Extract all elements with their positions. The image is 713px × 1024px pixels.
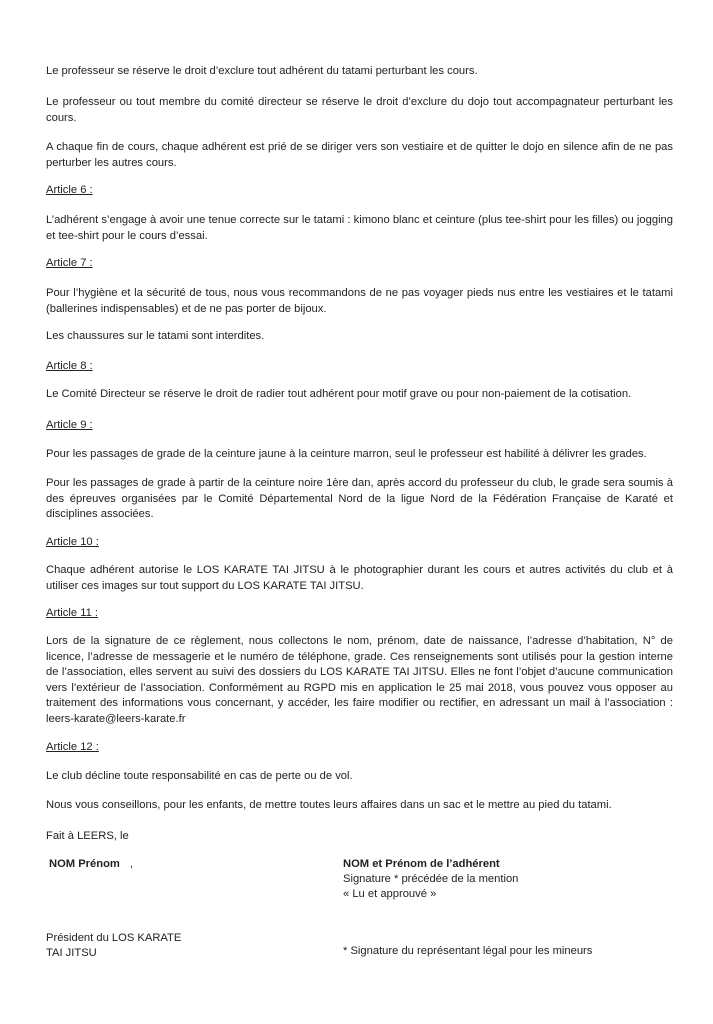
paragraph-conseil-affaires: Nous vous conseillons, pour les enfants, de mettre toutes leurs affaires dans un sac et le mettre au pied du tatami. [46, 799, 612, 811]
signature-lu-approuve: « Lu et approuvé » [343, 888, 437, 900]
president-title-line2: TAI JITSU [46, 947, 97, 959]
signature-mention-line: Signature * précédée de la mention [343, 873, 519, 885]
paragraph-fin-de-cours: A chaque fin de cours, chaque adhérent est prié de se diriger vers son vestiaire et de quitter le dojo en silence afin de ne pas perturber les autres cours. [46, 141, 673, 169]
heading-article-8: Article 8 : [46, 360, 93, 372]
paragraph-exclusion-adherent: Le professeur se réserve le droit d’exclure tout adhérent du tatami perturbant les cours. [46, 65, 478, 77]
paragraph-tenue: L’adhérent s’engage à avoir une tenue correcte sur le tatami : kimono blanc et ceinture (plus tee-shirt pour les filles) ou jogging et tee-shirt pour le cours d’essai. [46, 214, 673, 242]
heading-article-11: Article 11 : [46, 607, 99, 619]
paragraph-grades-professeur: Pour les passages de grade de la ceinture jaune à la ceinture marron, seul le professeur est habilité à délivrer les grades. [46, 448, 647, 460]
signature-right-label: NOM et Prénom de l’adhérent [343, 858, 500, 870]
paragraph-radiation: Le Comité Directeur se réserve le droit de radier tout adhérent pour motif grave ou pour non-paiement de la cotisation. [46, 388, 632, 400]
heading-article-10: Article 10 : [46, 536, 99, 548]
paragraph-rgpd: Lors de la signature de ce règlement, nous collectons le nom, prénom, date de naissance, l’adresse d’habitation, N° de licence, l’adresse de messagerie et le numéro de téléphone, grade. Ces renseignements sont utilisés pour la gestion interne de l’association, elles servent au suivi des dossiers du LOS KARATE TAI JITSU. Elles ne font l’objet d’aucune communication vers l’extérieur de l’association. Conformément au RGPD mis en application le 25 mai 2018, vous pouvez vous opposer au traitement des informations vous concernant, y accéder, les faire modifier ou rectifier, en adressant un mail à l’association : leers-karate@leers-karate.fr [46, 635, 673, 725]
signature-left-comma: , [130, 858, 134, 870]
place-and-date: Fait à LEERS, le [46, 830, 129, 842]
paragraph-droit-image: Chaque adhérent autorise le LOS KARATE TAI JITSU à le photographier durant les cours et autres activités du club et à utiliser ces images sur tout support du LOS KARATE TAI JITSU. [46, 564, 673, 592]
paragraph-exclusion-accompagnateur: Le professeur ou tout membre du comité directeur se réserve le droit d’exclure du dojo tout accompagnateur perturbant les cours. [46, 96, 673, 124]
paragraph-hygiene: Pour l’hygiène et la sécurité de tous, nous vous recommandons de ne pas voyager pieds nus entre les vestiaires et le tatami (ballerines indispensables) et de ne pas porter de bijoux. [46, 287, 673, 315]
heading-article-6: Article 6 : [46, 184, 93, 196]
paragraph-responsabilite: Le club décline toute responsabilité en cas de perte ou de vol. [46, 770, 353, 782]
paragraph-grades-ceinture-noire: Pour les passages de grade à partir de la ceinture noire 1ère dan, après accord du professeur du club, le grade sera soumis à des épreuves organisées par le Comité Départemental Nord de la ligue Nord de la Fédération Française de Karaté et disciplines associées. [46, 477, 673, 521]
minor-signature-note: * Signature du représentant légal pour les mineurs [343, 945, 593, 957]
president-title-line1: Président du LOS KARATE [46, 932, 182, 944]
heading-article-9: Article 9 : [46, 419, 93, 431]
heading-article-7: Article 7 : [46, 257, 93, 269]
heading-article-12: Article 12 : [46, 741, 99, 753]
paragraph-chaussures: Les chaussures sur le tatami sont interdites. [46, 330, 265, 342]
signature-left-label: NOM Prénom [49, 858, 120, 870]
